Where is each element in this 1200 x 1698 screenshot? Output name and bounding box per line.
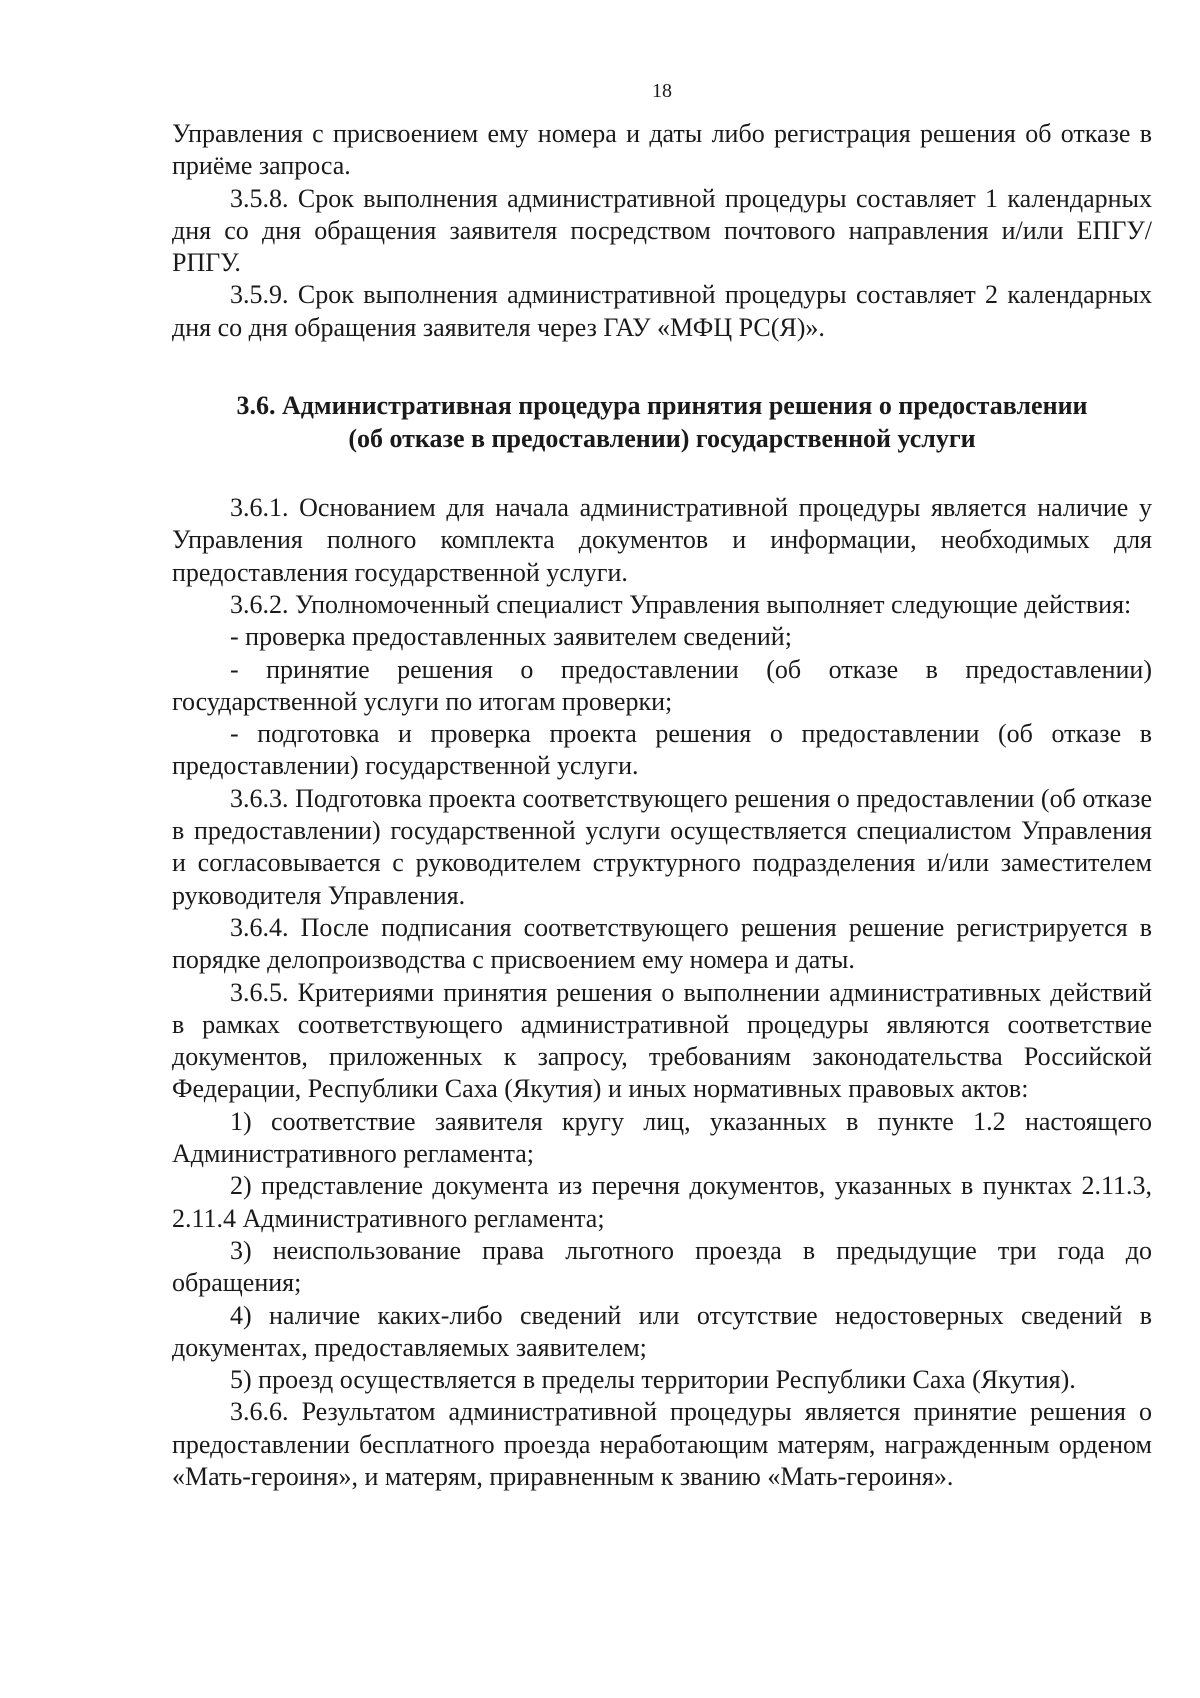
criteria-item-1: 1) соответствие заявителя кругу лиц, указанных в пункте 1.2 настоящего Административного регламента; bbox=[172, 1106, 1152, 1169]
paragraph-3-5-9: 3.5.9. Срок выполнения административной процедуры составляет 2 календарных дня со дня обращения заявителя через ГАУ «МФЦ РС(Я)». bbox=[172, 280, 1152, 342]
paragraph-3-6-6: 3.6.6. Результатом административной процедуры является принятие решения о предоставлении бесплатного проезда неработающим матерям, награжденным орденом «Мать-героиня», и матерям, приравненным к званию «Мать-героиня». bbox=[172, 1397, 1152, 1491]
criteria-item-5: 5) проезд осуществляется в пределы территории Республики Саха (Якутия). bbox=[230, 1365, 1076, 1395]
criteria-item-4: 4) наличие каких-либо сведений или отсутствие недостоверных сведений в документах, предоставляемых заявителем; bbox=[172, 1300, 1152, 1362]
criteria-item-2: 2) представление документа из перечня документов, указанных в пунктах 2.11.3, 2.11.4 Административного регламента; bbox=[172, 1171, 1152, 1233]
paragraph-continuation: Управления с присвоением ему номера и даты либо регистрация решения об отказе в приёме запроса. bbox=[172, 119, 1152, 181]
section-heading-3-6 bbox=[172, 389, 1152, 455]
paragraph-3-6-1: 3.6.1. Основанием для начала административной процедуры является наличие у Управления полного комплекта документов и информации, необходимых для предоставления государственной услуги. bbox=[172, 493, 1152, 587]
document-body bbox=[172, 118, 1152, 1493]
paragraph-3-5-8: 3.5.8. Срок выполнения административной процедуры составляет 1 календарных дня со дня обращения заявителя посредством почтового направления и/или ЕПГУ/РПГУ. bbox=[172, 183, 1152, 278]
list-item-preparation: - подготовка и проверка проекта решения о предоставлении (об отказе в предоставлении) государственной услуги. bbox=[172, 719, 1152, 781]
page-number: 18 bbox=[652, 80, 672, 102]
paragraph-3-6-2: 3.6.2. Уполномоченный специалист Управления выполняет следующие действия: bbox=[230, 589, 1132, 619]
paragraph-3-6-3: 3.6.3. Подготовка проекта соответствующего решения о предоставлении (об отказе в предоставлении) государственной услуги осуществляется специалистом Управления и согласовывается с руководителем структурного подразделения и/или заместителем руководителя Управления. bbox=[172, 783, 1152, 910]
paragraph-3-6-5: 3.6.5. Критериями принятия решения о выполнении административных действий в рамках соответствующего административной процедуры являются соответствие документов, приложенных к запросу, требованиям законодательства Российской Федерации, Республики Саха (Якутия) и иных нормативных правовых актов: bbox=[172, 977, 1152, 1104]
criteria-item-3: 3) неиспользование права льготного проезда в предыдущие три года до обращения; bbox=[172, 1235, 1152, 1298]
list-item-decision: - принятие решения о предоставлении (об отказе в предоставлении) государственной услуги по итогам проверки; bbox=[172, 654, 1152, 716]
section-heading-line-2: (об отказе в предоставлении) государственной услуги bbox=[348, 424, 976, 454]
paragraph-3-6-4: 3.6.4. После подписания соответствующего решения решение регистрируется в порядке делопроизводства с присвоением ему номера и даты. bbox=[172, 912, 1152, 975]
section-heading-line-1: 3.6. Административная процедура принятия решения о предоставлении bbox=[236, 391, 1088, 421]
list-item-check: - проверка предоставленных заявителем сведений; bbox=[230, 622, 792, 652]
